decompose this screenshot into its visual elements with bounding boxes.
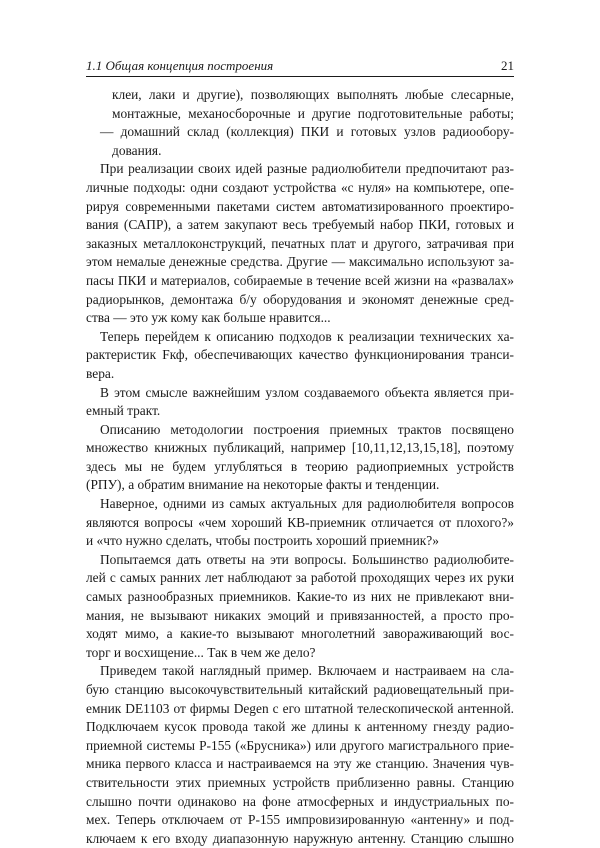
text-line: ключаем к его входу диапазонную наружную антенну. Станцию слышно [86,830,514,846]
text-line: рируя современными пакетами систем автоматизированного проектиро- [86,198,514,214]
text-line: клеи, лаки и другие), позволяющих выполнять любые слесарные, [112,87,514,102]
text-line: дования. [112,142,162,158]
text-line: заказных металлоконструкций, печатных плат и другого, затрачивая при [86,235,514,251]
text-line: являются вопросы «чем хороший КВ-приемник отличается от плохого?» [86,514,514,530]
text-line: лей с самых ранних лет наблюдают за работой проходящих через их руки [86,570,514,586]
text-line: самых разнообразных приемников. Какие-то из них не привлекают вни- [86,589,514,605]
text-line: Приведем такой наглядный пример. Включаем и настраиваем на сла- [100,663,514,679]
section-title: 1.1 Общая концепция построения [86,58,274,73]
text-line: бую станцию высокочувствительный китайский радиовещательный при- [86,682,514,697]
text-line: мника первого класса и настраиваемся на эту же станцию. Значения чув- [86,756,514,772]
text-line: личные подходы: одни создают устройства «с нуля» на компьютере, опе- [86,179,514,195]
text-line: емник DE1103 от фирмы Degen с его штатной телескопической антенной. [86,700,514,716]
text-line: Наверное, одними из самых актуальных для радиолюбителя вопросов [100,496,514,512]
text-line: ходят мимо, а какие-то вызывают многолетний завораживающий вос- [86,626,514,642]
text-line: ствительности этих приемных устройств приблизенно равны. Станцию [86,774,514,790]
page-number: 21 [501,58,514,73]
text-line: вания (САПР), а затем закупают весь требуемый набор ПКИ, готовых и [86,217,514,233]
text-line: и «что нужно сделать, чтобы построить хороший приемник?» [86,533,439,549]
text-line: ства — это уж кому как больше нравится... [86,310,331,326]
text-line: этом немалые денежные средства. Другие — максимально используют за- [86,254,514,270]
text-line: емный тракт. [86,403,161,419]
text-line: вера. [86,365,115,381]
text-line: слышно почти одинаково на фоне атмосферных и индустриальных по- [86,793,514,809]
text-line: мания, не вызывают никаких эмоций и привязанностей, а просто про- [86,607,514,623]
text-line: радиорынков, демонтажа б/у оборудования и экономят денежные сред- [86,291,514,307]
header-rule [86,76,514,77]
running-header [86,58,514,74]
text-line: здесь мы не будем углубляться в теорию радиоприемных устройств [86,458,514,474]
text-line: торг и восхищение... Так в чем же дело? [86,644,316,660]
text-line: пасы ПКИ и материалов, собираемые в течение всей жизни на «развалах» [86,272,514,288]
text-line: Теперь перейдем к описанию подходов к реализации технических ха- [100,328,514,344]
text-line: приемной системы Р-155 («Брусника») или другого магистрального прие- [86,737,514,753]
text-line: — домашний склад (коллекция) ПКИ и готовых узлов радиообору- [100,124,514,140]
text-line: (РПУ), а обратим внимание на некоторые факты и тенденции. [86,477,440,493]
text-line: Попытаемся дать ответы на эти вопросы. Большинство радиолюбите- [100,551,514,567]
text-line: При реализации своих идей разные радиолюбители предпочитают раз- [100,161,514,177]
text-line: В этом смысле важнейшим узлом создаваемого объекта является при- [100,384,514,400]
text-line: множество книжных публикаций, например [10,11,12,13,15,18], поэтому [86,440,514,456]
text-line: мех. Теперь отключаем от Р-155 импровизированную «антенну» и под- [86,812,514,828]
text-line: Описанию методологии построения приемных трактов посвящено [100,421,514,437]
text-line: Подключаем кусок провода такой же длины к антенному гнезду радио- [86,719,514,735]
text-line: рактеристик Fкф, обеспечивающих качество функционирования транси- [86,347,514,363]
body-text [86,86,514,848]
text-line: монтажные, механосборочные и другие подготовительные работы; [112,105,514,121]
